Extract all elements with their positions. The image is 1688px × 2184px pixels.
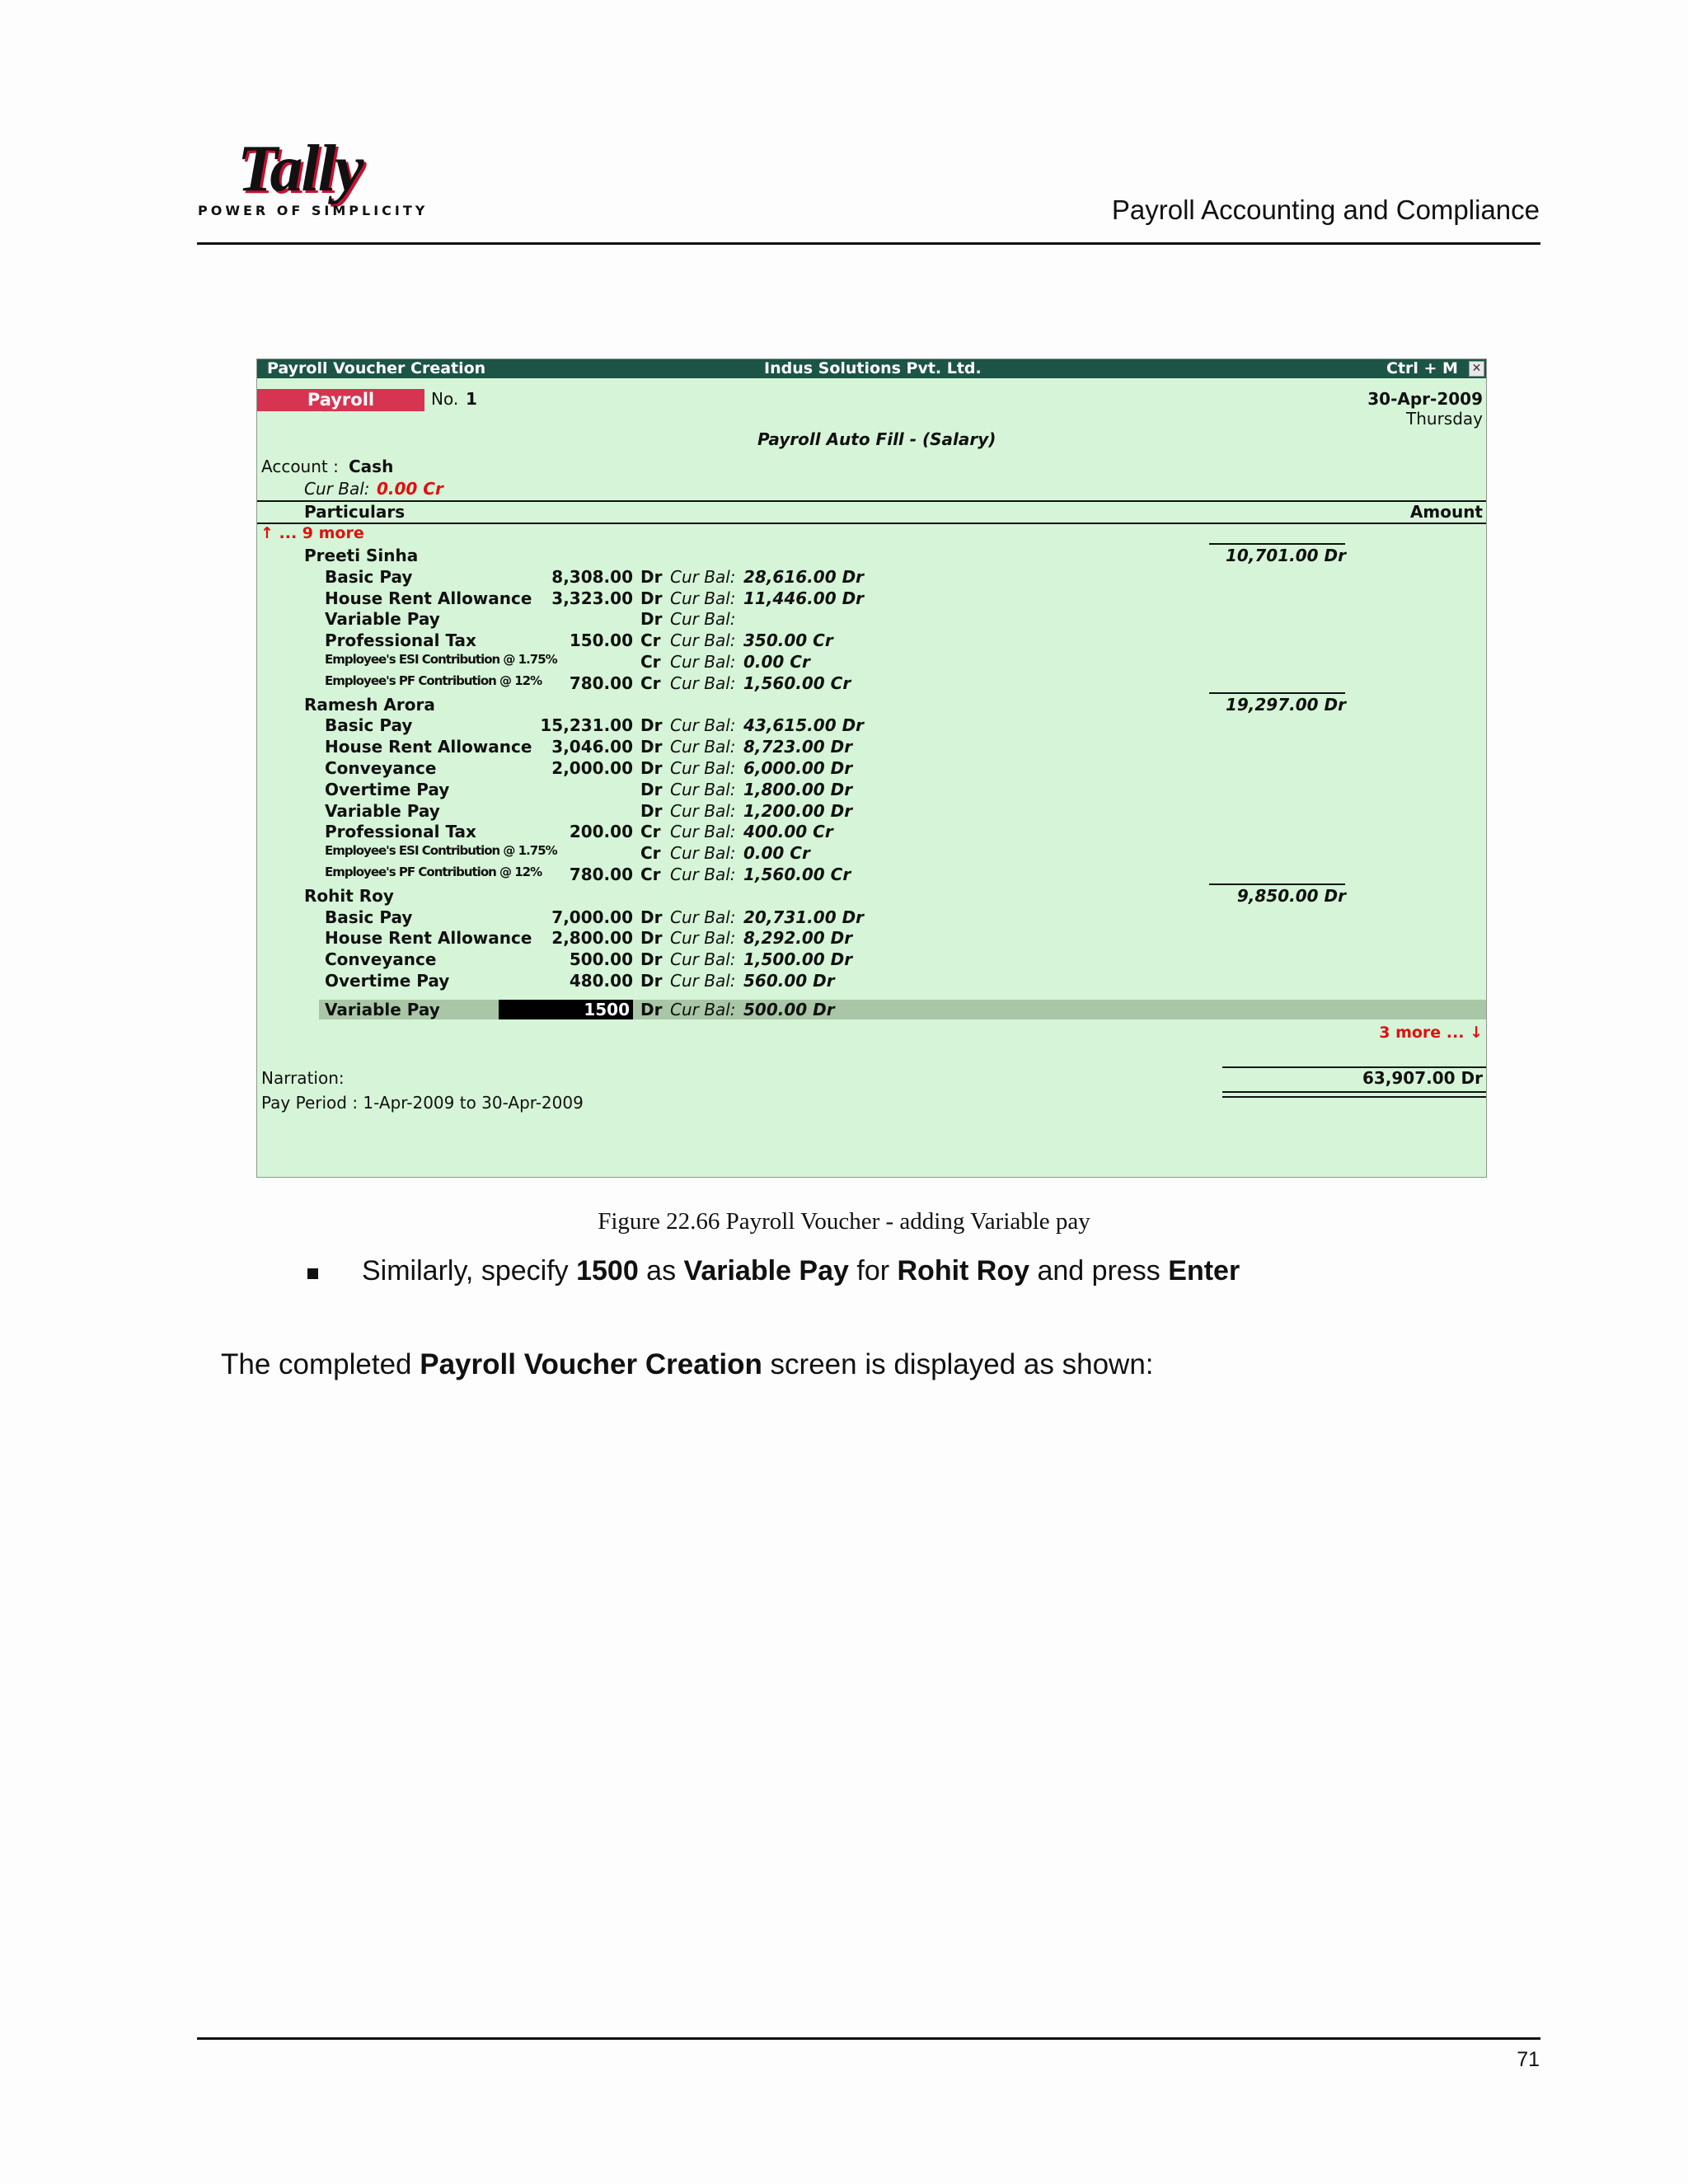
cur-bal-label: Cur Bal:	[670, 949, 736, 970]
pay-head-label[interactable]: Basic Pay	[325, 566, 413, 587]
cur-bal-value: 1,200.00 Dr	[743, 800, 853, 821]
pay-head-drcr[interactable]: Dr	[640, 949, 663, 970]
figure-caption: Figure 22.66 Payroll Voucher - adding Variable pay	[598, 1208, 1090, 1235]
pay-head-amount[interactable]: 780.00	[569, 673, 633, 693]
account-cur-bal-value: 0.00 Cr	[377, 479, 443, 499]
bullet-text: Similarly, specify 1500 as Variable Pay for Rohit Roy and press Enter	[362, 1255, 1240, 1286]
pay-head-label[interactable]: Professional Tax	[325, 822, 476, 842]
page-number: 71	[1517, 2048, 1540, 2071]
cur-bal-value: 43,615.00 Dr	[743, 715, 865, 736]
pay-head-drcr[interactable]: Dr	[640, 800, 663, 821]
pay-head-drcr[interactable]: Cr	[640, 843, 661, 864]
pay-head-drcr[interactable]: Dr	[640, 715, 663, 736]
running-head: Payroll Accounting and Compliance	[1111, 194, 1540, 225]
cur-bal-value: 1,560.00 Cr	[743, 673, 851, 693]
pay-head-drcr[interactable]: Dr	[640, 566, 663, 587]
pay-head-amount[interactable]: 150.00	[569, 630, 633, 651]
cur-bal-label: Cur Bal:	[670, 609, 736, 630]
pay-head-drcr[interactable]: Cr	[640, 652, 661, 672]
autofill-title: Payroll Auto Fill - (Salary)	[757, 429, 996, 449]
payroll-voucher-screen	[256, 359, 1487, 1178]
cur-bal-value: 0.00 Cr	[743, 843, 810, 864]
pay-head-amount[interactable]: 200.00	[569, 822, 633, 842]
cur-bal-label: Cur Bal:	[670, 800, 736, 821]
pay-head-label[interactable]: Employee's ESI Contribution @ 1.75%	[325, 652, 557, 667]
pay-head-amount[interactable]: 7,000.00	[551, 907, 633, 927]
employee-total: 19,297.00 Dr	[1225, 694, 1346, 715]
cur-bal-value: 1,800.00 Dr	[743, 779, 853, 799]
pay-head-amount[interactable]: 3,323.00	[551, 588, 633, 608]
pay-head-drcr[interactable]: Dr	[640, 588, 663, 608]
employee-total-line	[1209, 883, 1345, 885]
pay-head-label[interactable]: House Rent Allowance	[325, 588, 532, 608]
cur-bal-label: Cur Bal:	[670, 652, 736, 672]
active-row-bal-label: Cur Bal:	[670, 1000, 736, 1019]
pay-head-drcr[interactable]: Cr	[640, 865, 661, 884]
pay-head-label[interactable]: House Rent Allowance	[325, 928, 532, 949]
employee-name[interactable]: Preeti Sinha	[304, 546, 419, 565]
pay-head-label[interactable]: House Rent Allowance	[325, 737, 532, 757]
pay-head-label[interactable]: Professional Tax	[325, 630, 476, 651]
employee-total-line	[1209, 692, 1345, 694]
total-double-line	[1222, 1091, 1486, 1098]
cur-bal-label: Cur Bal:	[670, 758, 736, 778]
voucher-no-label: No.	[431, 389, 459, 409]
cur-bal-label: Cur Bal:	[670, 822, 736, 842]
cur-bal-label: Cur Bal:	[670, 971, 736, 991]
cur-bal-value: 0.00 Cr	[743, 652, 810, 672]
pay-head-drcr[interactable]: Cr	[640, 630, 661, 651]
header-rule	[197, 242, 1540, 245]
pay-head-drcr[interactable]: Cr	[640, 822, 661, 842]
cur-bal-label: Cur Bal:	[670, 715, 736, 736]
cur-bal-value: 400.00 Cr	[743, 822, 833, 842]
pay-head-drcr[interactable]: Dr	[640, 609, 663, 630]
pay-head-amount[interactable]: 500.00	[569, 949, 633, 970]
close-icon[interactable]: ✕	[1469, 361, 1484, 377]
footer-rule	[197, 2037, 1540, 2040]
pay-head-label[interactable]: Employee's ESI Contribution @ 1.75%	[325, 843, 557, 859]
cur-bal-label: Cur Bal:	[670, 588, 736, 608]
pay-head-drcr[interactable]: Dr	[640, 779, 663, 799]
narration-label: Narration:	[261, 1068, 345, 1088]
cur-bal-label: Cur Bal:	[670, 630, 736, 651]
cur-bal-value: 350.00 Cr	[743, 630, 833, 651]
pay-head-label[interactable]: Conveyance	[325, 758, 437, 778]
pay-head-amount[interactable]: 480.00	[569, 971, 633, 991]
cur-bal-label: Cur Bal:	[670, 673, 736, 693]
pay-head-drcr[interactable]: Cr	[640, 673, 661, 693]
variable-pay-amount-input[interactable]: 1500	[499, 1000, 633, 1019]
cur-bal-value: 28,616.00 Dr	[743, 566, 865, 587]
cur-bal-label: Cur Bal:	[670, 737, 736, 757]
cur-bal-value: 560.00 Dr	[743, 971, 835, 991]
pay-head-drcr[interactable]: Dr	[640, 928, 663, 949]
employee-total: 9,850.00 Dr	[1236, 885, 1346, 906]
active-row-drcr[interactable]: Dr	[640, 1000, 663, 1019]
pay-head-amount[interactable]: 8,308.00	[551, 566, 633, 587]
pay-head-label[interactable]: Overtime Pay	[325, 779, 450, 799]
active-row-label: Variable Pay	[325, 1000, 440, 1019]
pay-head-drcr[interactable]: Dr	[640, 758, 663, 778]
voucher-day: Thursday	[1406, 409, 1483, 429]
pay-head-label[interactable]: Variable Pay	[325, 800, 440, 821]
shortcut-hint: Ctrl + M	[1386, 359, 1458, 377]
more-below-indicator[interactable]: 3 more ... ↓	[1379, 1024, 1483, 1042]
header-line-bottom	[257, 523, 1486, 524]
title-bar	[257, 359, 1486, 378]
pay-head-label[interactable]: Overtime Pay	[325, 971, 450, 991]
company-name: Indus Solutions Pvt. Ltd.	[764, 359, 982, 377]
pay-head-amount[interactable]: 2,800.00	[551, 928, 633, 949]
pay-head-label[interactable]: Variable Pay	[325, 609, 440, 630]
account-label: Account :	[261, 457, 339, 476]
voucher-date[interactable]: 30-Apr-2009	[1367, 389, 1483, 409]
pay-head-drcr[interactable]: Dr	[640, 737, 663, 757]
tally-logo	[198, 132, 429, 223]
cur-bal-label: Cur Bal:	[670, 843, 736, 864]
employee-name[interactable]: Ramesh Arora	[304, 694, 435, 715]
cur-bal-value: 8,292.00 Dr	[743, 928, 853, 949]
cur-bal-value: 1,560.00 Cr	[743, 865, 851, 884]
pay-head-drcr[interactable]: Dr	[640, 907, 663, 927]
employee-total-line	[1209, 543, 1345, 545]
grand-total: 63,907.00 Dr	[1362, 1068, 1483, 1088]
column-amount: Amount	[1409, 502, 1483, 522]
bullet-square-icon	[307, 1268, 318, 1279]
pay-head-drcr[interactable]: Dr	[640, 971, 663, 991]
more-above-indicator[interactable]: ↑ ... 9 more	[260, 524, 364, 542]
narration-field[interactable]: Pay Period : 1-Apr-2009 to 30-Apr-2009	[261, 1093, 584, 1113]
pay-head-label[interactable]: Basic Pay	[325, 907, 413, 927]
active-row-highlight	[319, 1000, 1486, 1019]
cur-bal-value: 11,446.00 Dr	[743, 588, 865, 608]
account-cur-bal-label: Cur Bal:	[304, 479, 370, 499]
pay-head-amount[interactable]: 2,000.00	[551, 758, 633, 778]
employee-name[interactable]: Rohit Roy	[304, 885, 394, 906]
header-line-top	[257, 500, 1486, 502]
cur-bal-value: 1,500.00 Dr	[743, 949, 853, 970]
column-particulars: Particulars	[304, 502, 406, 522]
pay-head-label[interactable]: Basic Pay	[325, 715, 413, 736]
body-paragraph: The completed Payroll Voucher Creation screen is displayed as shown:	[221, 1348, 1154, 1380]
pay-head-amount[interactable]: 780.00	[569, 865, 633, 884]
pay-head-amount[interactable]: 3,046.00	[551, 737, 633, 757]
window-title: Payroll Voucher Creation	[267, 359, 486, 377]
logo-wordmark: Tally	[237, 133, 363, 205]
cur-bal-value: 20,731.00 Dr	[743, 907, 865, 927]
cur-bal-label: Cur Bal:	[670, 907, 736, 927]
account-value[interactable]: Cash	[349, 457, 394, 476]
pay-head-label[interactable]: Employee's PF Contribution @ 12%	[325, 865, 542, 879]
pay-head-amount[interactable]: 15,231.00	[540, 715, 633, 736]
cur-bal-value: 6,000.00 Dr	[743, 758, 853, 778]
cur-bal-label: Cur Bal:	[670, 566, 736, 587]
cur-bal-label: Cur Bal:	[670, 779, 736, 799]
employee-total: 10,701.00 Dr	[1225, 546, 1346, 565]
voucher-type-badge[interactable]: Payroll	[257, 389, 424, 411]
logo-tagline: POWER OF SIMPLICITY	[198, 203, 429, 218]
pay-head-label[interactable]: Employee's PF Contribution @ 12%	[325, 673, 542, 688]
cur-bal-label: Cur Bal:	[670, 865, 736, 884]
active-row-bal: 500.00 Dr	[743, 1000, 835, 1019]
cur-bal-label: Cur Bal:	[670, 928, 736, 949]
cur-bal-value: 8,723.00 Dr	[743, 737, 853, 757]
voucher-no-value: 1	[466, 389, 477, 409]
pay-head-label[interactable]: Conveyance	[325, 949, 437, 970]
